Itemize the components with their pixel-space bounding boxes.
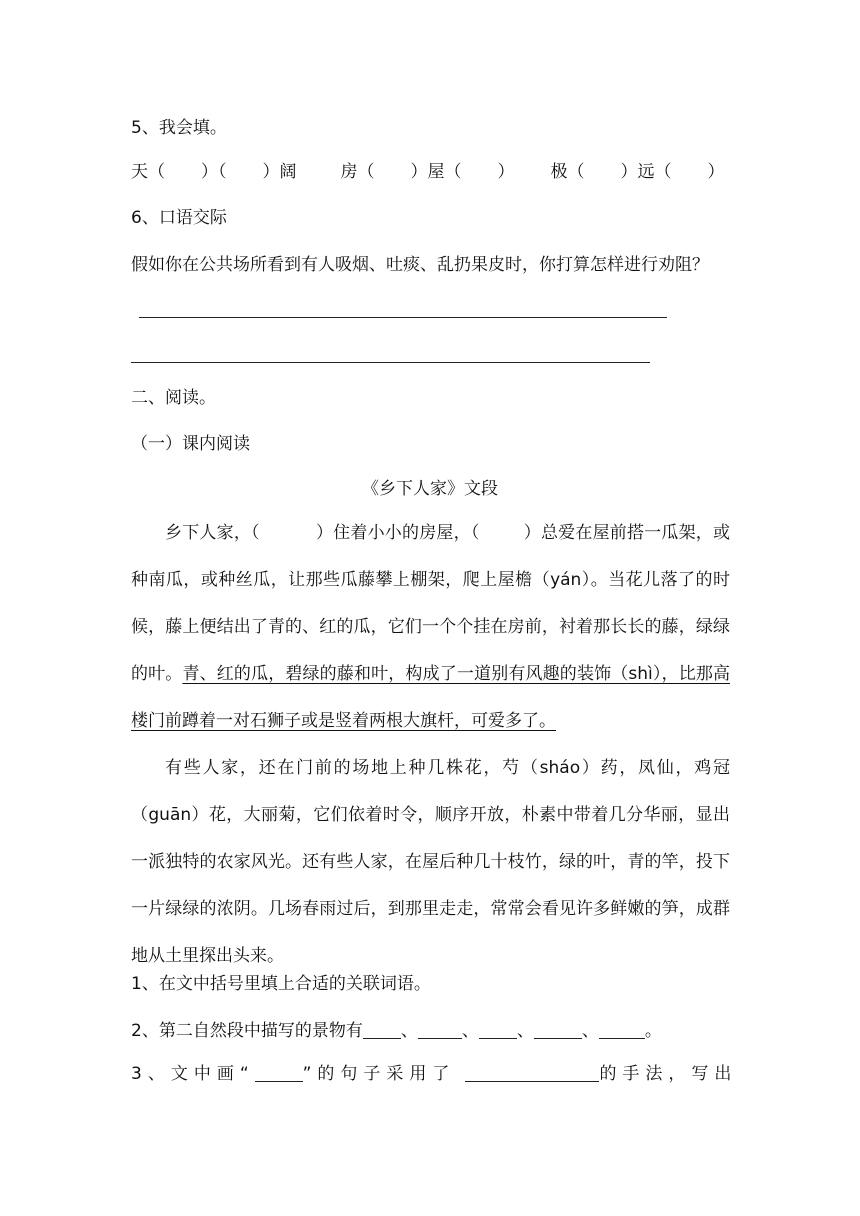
- q5-fill-row: [131, 160, 725, 184]
- q5-item: 天（: [131, 162, 165, 182]
- q5-item: ）阔: [262, 162, 297, 182]
- q5-item: ）: [497, 162, 515, 182]
- question-3: 3、文中画“ ”的句子采用了 的手法，写出: [131, 1064, 738, 1084]
- q5-title: 5、我会填。: [131, 118, 227, 138]
- fill-blank[interactable]: [479, 1020, 517, 1039]
- section2-subtitle: （一）课内阅读: [131, 434, 250, 454]
- answer-line[interactable]: [139, 317, 667, 318]
- answer-line[interactable]: [131, 362, 650, 363]
- q6-question: 假如你在公共场所看到有人吸烟、吐痰、乱扔果皮时，你打算怎样进行劝阻？: [131, 255, 709, 275]
- underlined-sentence: 青、红的瓜，碧绿的藤和叶，构成了一道别有风趣的装饰（shì），比那高楼门前蹲着一对石狮子或是竖着两根大旗杆，可爱多了。: [131, 664, 731, 731]
- passage-title: 《乡下人家》文段: [362, 479, 498, 499]
- fill-blank[interactable]: [465, 1063, 599, 1082]
- q5-item: ）远（: [620, 162, 672, 182]
- passage-paragraph-1: 乡下人家，（ ）住着小小的房屋，（ ）总爱在屋前搭一瓜架，或种南瓜，或种丝瓜，让那些瓜藤攀上棚架，爬上屋檐（yán）。当花儿落了的时候，藤上便结出了青的、红的瓜，它们一个个挂在房前，衬着那长长的藤，绿绿的叶。青、红的瓜，碧绿的藤和叶，构成了一道别有风趣的装饰（shì），比那高楼门前蹲着一对石狮子或是竖着两根大旗杆，可爱多了。: [131, 523, 731, 731]
- q5-item: 房（: [340, 162, 375, 182]
- q5-item: ）: [707, 162, 725, 182]
- fill-blank[interactable]: [534, 1020, 582, 1039]
- section2-title: 二、阅读。: [131, 388, 216, 408]
- passage-paragraph-2: 有些人家，还在门前的场地上种几株花，芍（sháo）药，凤仙，鸡冠（guān）花，大丽菊，它们依着时令，顺序开放，朴素中带着几分华丽，显出一派独特的农家风光。还有些人家，在屋后种几十枝竹，绿的叶，青的竿，投下一片绿绿的浓阴。几场春雨过后，到那里走走，常常会看见许多鲜嫩的笋，成群地从土里探出头来。: [131, 758, 730, 966]
- question-2: 2、第二自然段中描写的景物有 、 、 、 、 。: [131, 1021, 662, 1041]
- fill-blank[interactable]: [418, 1020, 462, 1039]
- q6-title: 6、口语交际: [131, 208, 227, 228]
- q5-item: ）屋（: [410, 162, 462, 182]
- fill-blank[interactable]: [255, 1063, 303, 1082]
- fill-blank[interactable]: [599, 1020, 645, 1039]
- fill-blank[interactable]: [363, 1020, 401, 1039]
- q5-item: ）（: [201, 162, 227, 182]
- question-1: 1、在文中括号里填上合适的关联词语。: [131, 974, 431, 994]
- q5-item: 极（: [550, 162, 585, 182]
